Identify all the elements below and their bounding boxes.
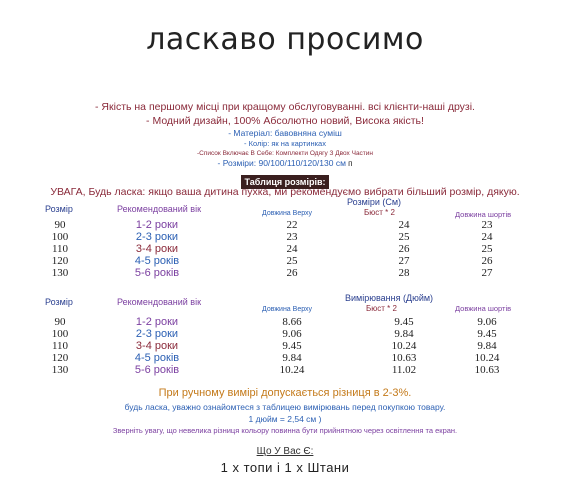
size-row-cm (38, 219, 518, 231)
size-row-cm (38, 267, 518, 279)
check-table-note: будь ласка, уважно ознайомтеся з таблицею вимірювань перед покупкою товару. (124, 402, 446, 412)
size-row-inch (38, 352, 518, 364)
age-cell: 1-2 роки (135, 219, 179, 231)
in-col-size: Розмір (45, 297, 73, 307)
feature-list: -Список Включає В Себе: Комплекти Одягу З Двох Частин (196, 150, 374, 157)
length-shorts-cell: 9.84 (477, 340, 497, 352)
size-table-cm (38, 219, 518, 279)
length-shorts-cell: 25 (481, 243, 493, 255)
package-contents: 1 х топи і 1 х Штани (220, 460, 350, 475)
size-row-cm (38, 243, 518, 255)
age-cell: 5-6 років (134, 364, 180, 376)
feature-color: - Колір: як на картинках (244, 139, 326, 148)
bust-cell: 11.02 (391, 364, 417, 376)
size-chart-label: Таблиця розмірів: (241, 175, 330, 189)
bust-cell: 10.24 (391, 340, 417, 352)
length-top-cell: 26 (286, 267, 298, 279)
cm-col-length-top: Довжина Верху (262, 210, 313, 217)
cm-col-age: Рекомендований вік (117, 204, 202, 214)
feature-sizes: - Розміри: 90/100/110/120/130 см п (217, 158, 353, 168)
bust-cell: 24 (398, 219, 410, 231)
age-cell: 3-4 роки (135, 243, 179, 255)
feature-design: - Модний дизайн, 100% Абсолютно новий, Висока якість! (146, 115, 424, 127)
bust-cell: 27 (398, 255, 410, 267)
length-top-cell: 10.24 (279, 364, 305, 376)
length-shorts-cell: 24 (481, 231, 493, 243)
in-col-age: Рекомендований вік (117, 297, 202, 307)
bust-cell: 25 (398, 231, 410, 243)
bust-cell: 10.63 (391, 352, 417, 364)
color-note: Зверніть увагу, що невелика різниця кольору повинна бути прийнятною через освітлення та екран. (112, 426, 458, 435)
length-shorts-cell: 9.06 (477, 316, 497, 328)
size-cell: 110 (51, 340, 69, 352)
size-row-cm (38, 255, 518, 267)
size-row-cm (38, 231, 518, 243)
cm-col-bust: Бюст * 2 (364, 208, 395, 217)
feature-quality: - Якість на першому місці при кращому обслуговуванні. всі клієнти-наші друзі. (95, 101, 475, 113)
size-cell: 120 (51, 352, 69, 364)
bust-cell: 26 (398, 243, 410, 255)
age-cell: 3-4 роки (135, 340, 179, 352)
cm-col-size: Розмір (45, 204, 73, 214)
length-top-cell: 9.45 (282, 340, 302, 352)
size-row-inch (38, 328, 518, 340)
size-cell: 120 (51, 255, 69, 267)
conversion-note: 1 дюйм = 2,54 см ) (248, 414, 322, 424)
in-unit-header: Вимірювання (Дюйм) (345, 293, 434, 303)
age-cell: 4-5 років (134, 255, 180, 267)
length-top-cell: 9.06 (282, 328, 302, 340)
age-cell: 2-3 роки (135, 231, 179, 243)
size-cell: 90 (54, 219, 66, 231)
age-cell: 4-5 років (134, 352, 180, 364)
length-shorts-cell: 26 (481, 255, 493, 267)
size-cell: 100 (51, 231, 69, 243)
length-shorts-cell: 9.45 (477, 328, 497, 340)
length-shorts-cell: 23 (481, 219, 493, 231)
in-col-length-shorts: Довжина шортів (455, 304, 512, 313)
length-shorts-cell: 27 (481, 267, 493, 279)
length-top-cell: 9.84 (282, 352, 302, 364)
length-top-cell: 23 (286, 231, 298, 243)
length-top-cell: 25 (286, 255, 298, 267)
size-cell: 130 (51, 364, 69, 376)
size-row-inch (38, 316, 518, 328)
size-cell: 100 (51, 328, 69, 340)
in-col-length-top: Довжина Верху (262, 306, 313, 313)
size-cell: 130 (51, 267, 69, 279)
cm-unit-header: Розміри (См) (347, 197, 402, 207)
length-top-cell: 22 (286, 219, 298, 231)
size-row-inch (38, 340, 518, 352)
size-row-inch (38, 364, 518, 376)
feature-material: - Матеріал: бавовняна суміш (228, 128, 342, 138)
length-top-cell: 24 (286, 243, 298, 255)
in-col-bust: Бюст * 2 (366, 304, 397, 313)
warning-text: УВАГА, Будь ласка: якщо ваша дитина пухка, ми рекомендуємо вибрати більший розмір, дякую. (50, 186, 520, 198)
length-shorts-cell: 10.24 (474, 352, 500, 364)
size-cell: 90 (54, 316, 66, 328)
tolerance-note: При ручному вимірі допускається різниця в 2-3%. (158, 387, 412, 399)
package-heading: Що У Вас Є: (256, 446, 314, 457)
cm-col-length-shorts: Довжина шортів (455, 210, 512, 219)
size-cell: 110 (51, 243, 69, 255)
bust-cell: 28 (398, 267, 410, 279)
bust-cell: 9.84 (394, 328, 414, 340)
length-top-cell: 8.66 (282, 316, 302, 328)
length-shorts-cell: 10.63 (474, 364, 500, 376)
page-title: ласкаво просимо (146, 22, 424, 57)
age-cell: 5-6 років (134, 267, 180, 279)
size-table-inch (38, 316, 518, 376)
age-cell: 1-2 роки (135, 316, 179, 328)
bust-cell: 9.45 (394, 316, 414, 328)
age-cell: 2-3 роки (135, 328, 179, 340)
